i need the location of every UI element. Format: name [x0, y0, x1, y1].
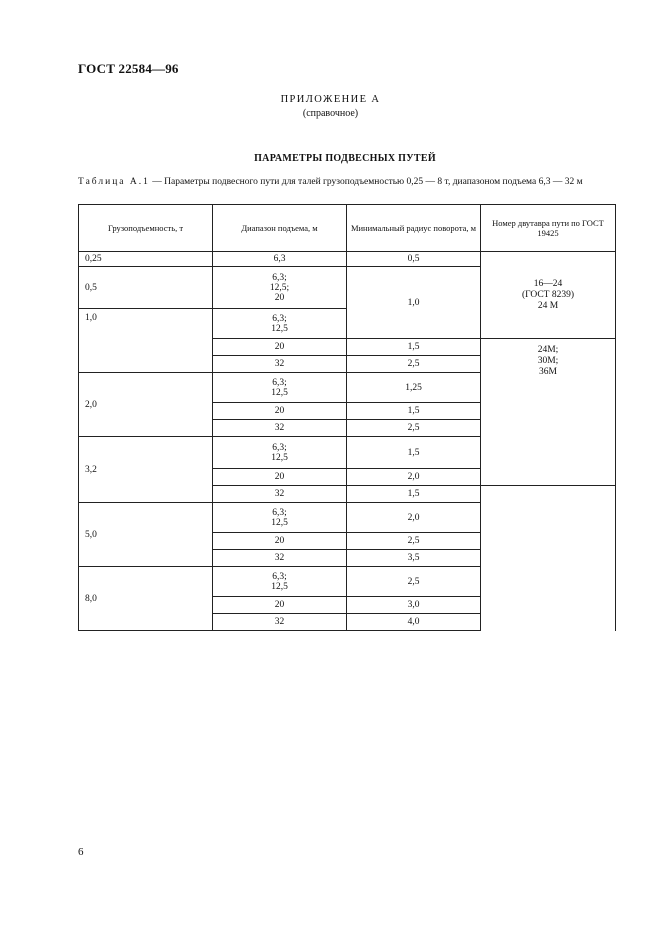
header-beam-number: Номер двутавра пути по ГОСТ 19425 [481, 205, 616, 252]
radius-cell: 3,0 [347, 597, 481, 614]
range-value: 6,3; 12,5 [271, 442, 288, 463]
range-cell: 20 [213, 533, 347, 550]
range-cell: 32 [213, 550, 347, 567]
table-caption-lead: Таблица А.1 [78, 177, 150, 187]
capacity-cell [79, 373, 213, 437]
range-value: 6,3; 12,5; 20 [269, 272, 290, 303]
radius-cell: 1,25 [347, 373, 481, 403]
range-cell [213, 437, 347, 469]
table-caption [78, 177, 616, 189]
range-cell: 32 [213, 356, 347, 373]
range-value: 6,3; 12,5 [271, 571, 288, 592]
radius-cell: 1,5 [347, 437, 481, 469]
header-min-radius: Минимальный радиус поворота, м [347, 205, 481, 252]
appendix-subtitle: (справочное) [302, 108, 359, 119]
radius-cell: 3,5 [347, 550, 481, 567]
range-cell: 6,3 [213, 252, 347, 267]
range-cell: 32 [213, 614, 347, 631]
beam-value: 24М; 30М; 36М [537, 345, 559, 377]
radius-cell: 2,0 [347, 469, 481, 486]
range-cell [213, 567, 347, 597]
document-code: ГОСТ 22584—96 [78, 61, 179, 76]
radius-cell: 4,0 [347, 614, 481, 631]
radius-cell: 2,5 [347, 420, 481, 437]
capacity-value: 5,0 [85, 529, 97, 540]
range-cell: 32 [213, 420, 347, 437]
header-lift-range: Диапазон подъема, м [213, 205, 347, 252]
radius-cell: 1,5 [347, 403, 481, 420]
capacity-cell: 0,25 [79, 252, 213, 267]
range-cell: 32 [213, 486, 347, 503]
beam-cell [481, 339, 616, 486]
radius-cell: 2,5 [347, 356, 481, 373]
radius-cell: 1,5 [347, 486, 481, 503]
beam-cell [481, 252, 616, 339]
table-caption-text: — Параметры подвесного пути для талей грузоподъемностью 0,25 — 8 т, диапазоном подъема 6,3 — 32 м [149, 177, 583, 187]
range-cell [213, 267, 347, 309]
page-number: 6 [78, 846, 84, 858]
capacity-value: 3,2 [85, 465, 97, 475]
capacity-cell: 1,0 [79, 309, 213, 373]
capacity-cell [79, 437, 213, 503]
appendix-title: ПРИЛОЖЕНИЕ А [280, 94, 381, 105]
range-value: 6,3; 12,5 [271, 507, 288, 528]
radius-cell: 1,5 [347, 339, 481, 356]
range-cell [213, 373, 347, 403]
beam-value: 16—24 (ГОСТ 8239) 24 М [521, 278, 575, 311]
capacity-value: 2,0 [85, 399, 97, 410]
section-title: ПАРАМЕТРЫ ПОДВЕСНЫХ ПУТЕЙ [254, 153, 436, 164]
capacity-cell: 0,5 [79, 267, 213, 309]
range-cell: 20 [213, 597, 347, 614]
capacity-cell [79, 503, 213, 567]
radius-cell: 0,5 [347, 252, 481, 267]
range-cell: 20 [213, 339, 347, 356]
range-cell [213, 309, 347, 339]
capacity-cell [79, 567, 213, 631]
capacity-value: 8,0 [85, 593, 97, 604]
range-cell: 20 [213, 469, 347, 486]
radius-cell: 2,0 [347, 503, 481, 533]
range-cell: 20 [213, 403, 347, 420]
range-cell [213, 503, 347, 533]
range-value: 6,3; 12,5 [271, 377, 288, 398]
header-capacity: Грузоподъемность, т [79, 205, 213, 252]
radius-cell: 2,5 [347, 567, 481, 597]
parameters-table [78, 204, 616, 631]
range-value: 6,3; 12,5 [271, 313, 288, 334]
radius-cell: 1,0 [347, 267, 481, 339]
radius-cell: 2,5 [347, 533, 481, 550]
